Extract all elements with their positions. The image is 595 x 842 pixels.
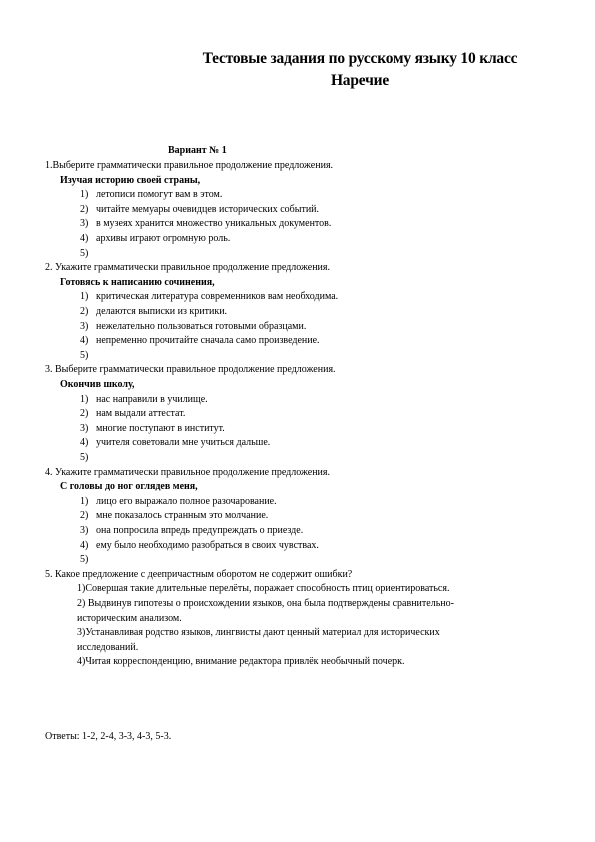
option-number: 1) [80, 495, 89, 507]
title-line-1: Тестовые задания по русскому языку 10 класс [202, 50, 518, 67]
option-text: архивы играют огромную роль. [96, 233, 231, 244]
question-lead: Изучая историю своей страны, [60, 174, 201, 186]
option-text: многие поступают в институт. [96, 422, 225, 434]
option-item [80, 540, 319, 552]
option-number: 5) [80, 349, 89, 361]
question-text: 3. Выберите грамматически правильное продолжение предложения. [45, 364, 336, 376]
question5-line: 3)Устанавливая родство языков, лингвисты дают ценный материал для исторических [77, 627, 440, 639]
option-number: 2) [80, 203, 89, 215]
option-text: в музеях хранится множество уникальных документов. [96, 218, 332, 230]
question-lead: Готовясь к написанию сочинения, [60, 276, 215, 288]
option-text: непременно прочитайте сначала само произведение. [96, 335, 320, 347]
option-item [80, 423, 225, 435]
option-text: читайте мемуары очевидцев исторических событий. [96, 203, 320, 215]
option-item [80, 437, 270, 449]
question-text: 5. Какое предложение с деепричастным оборотом не содержит ошибки? [45, 568, 353, 580]
option-number: 2) [80, 510, 89, 522]
option-item [80, 350, 96, 362]
option-number: 4) [80, 437, 89, 449]
option-number: 4) [80, 335, 89, 347]
option-item [80, 335, 320, 347]
question5-line: 4)Читая корреспонденцию, внимание редактора привлёк необычный почерк. [77, 656, 405, 668]
option-number: 5) [80, 247, 89, 259]
option-number: 1) [80, 291, 89, 303]
option-item [80, 452, 96, 464]
option-item [80, 233, 230, 245]
question5-line: 1)Совершая такие длительные перелёты, поражает способность птиц ориентироваться. [77, 583, 450, 595]
option-text: лицо его выражало полное разочарование. [96, 495, 277, 507]
option-number: 1) [80, 189, 89, 201]
option-item [80, 306, 227, 318]
option-number: 1) [80, 393, 89, 405]
option-number: 3) [80, 525, 89, 536]
option-text: нам выдали аттестат. [96, 408, 186, 420]
option-number: 2) [80, 306, 89, 317]
option-item [80, 189, 222, 201]
option-item [80, 291, 338, 303]
option-text: ему было необходимо разобраться в своих чувствах. [96, 539, 319, 551]
option-number: 5) [80, 452, 89, 463]
option-text: она попросила впредь предупреждать о приезде. [96, 525, 304, 536]
title-line-2: Наречие [330, 72, 390, 89]
option-item [80, 218, 331, 230]
question5-line: исследований. [77, 641, 139, 653]
option-item [80, 394, 208, 406]
option-number: 3) [80, 422, 89, 434]
variant-heading: Вариант № 1 [168, 145, 227, 156]
question-lead: С головы до ног оглядев меня, [60, 481, 198, 493]
option-number: 3) [80, 320, 89, 332]
option-number: 4) [80, 539, 89, 551]
option-item [80, 554, 96, 566]
option-text: делаются выписки из критики. [96, 306, 228, 317]
question-lead: Окончив школу, [60, 379, 135, 390]
question5-line: историческим анализом. [77, 612, 182, 624]
option-item [80, 496, 277, 508]
option-number: 4) [80, 233, 89, 244]
option-item [80, 321, 306, 333]
option-number: 5) [80, 554, 89, 566]
question5-line: 2) Выдвинув гипотезы о происхождении языков, она была подтверждены сравнительно- [77, 598, 454, 609]
question-text: 2. Укажите грамматически правильное продолжение предложения. [45, 262, 331, 274]
option-number: 3) [80, 218, 89, 230]
option-number: 2) [80, 408, 89, 420]
option-text: учителя советовали мне учиться дальше. [96, 437, 271, 449]
option-item [80, 408, 185, 420]
answers-line: Ответы: 1-2, 2-4, 3-3, 4-3, 5-3. [45, 731, 172, 742]
option-item [80, 510, 268, 522]
option-text: нежелательно пользоваться готовыми образцами. [96, 320, 307, 332]
option-text: нас направили в училище. [96, 393, 208, 405]
option-item [80, 248, 96, 260]
option-text: летописи помогут вам в этом. [96, 189, 223, 201]
question-text: 1.Выберите грамматически правильное продолжение предложения. [45, 160, 334, 171]
option-text: критическая литература современников вам необходима. [96, 291, 339, 303]
option-text: мне показалось странным это молчание. [96, 510, 269, 522]
option-item [80, 525, 303, 537]
question-text: 4. Укажите грамматически правильное продолжение предложения. [45, 466, 331, 478]
option-item [80, 204, 319, 216]
